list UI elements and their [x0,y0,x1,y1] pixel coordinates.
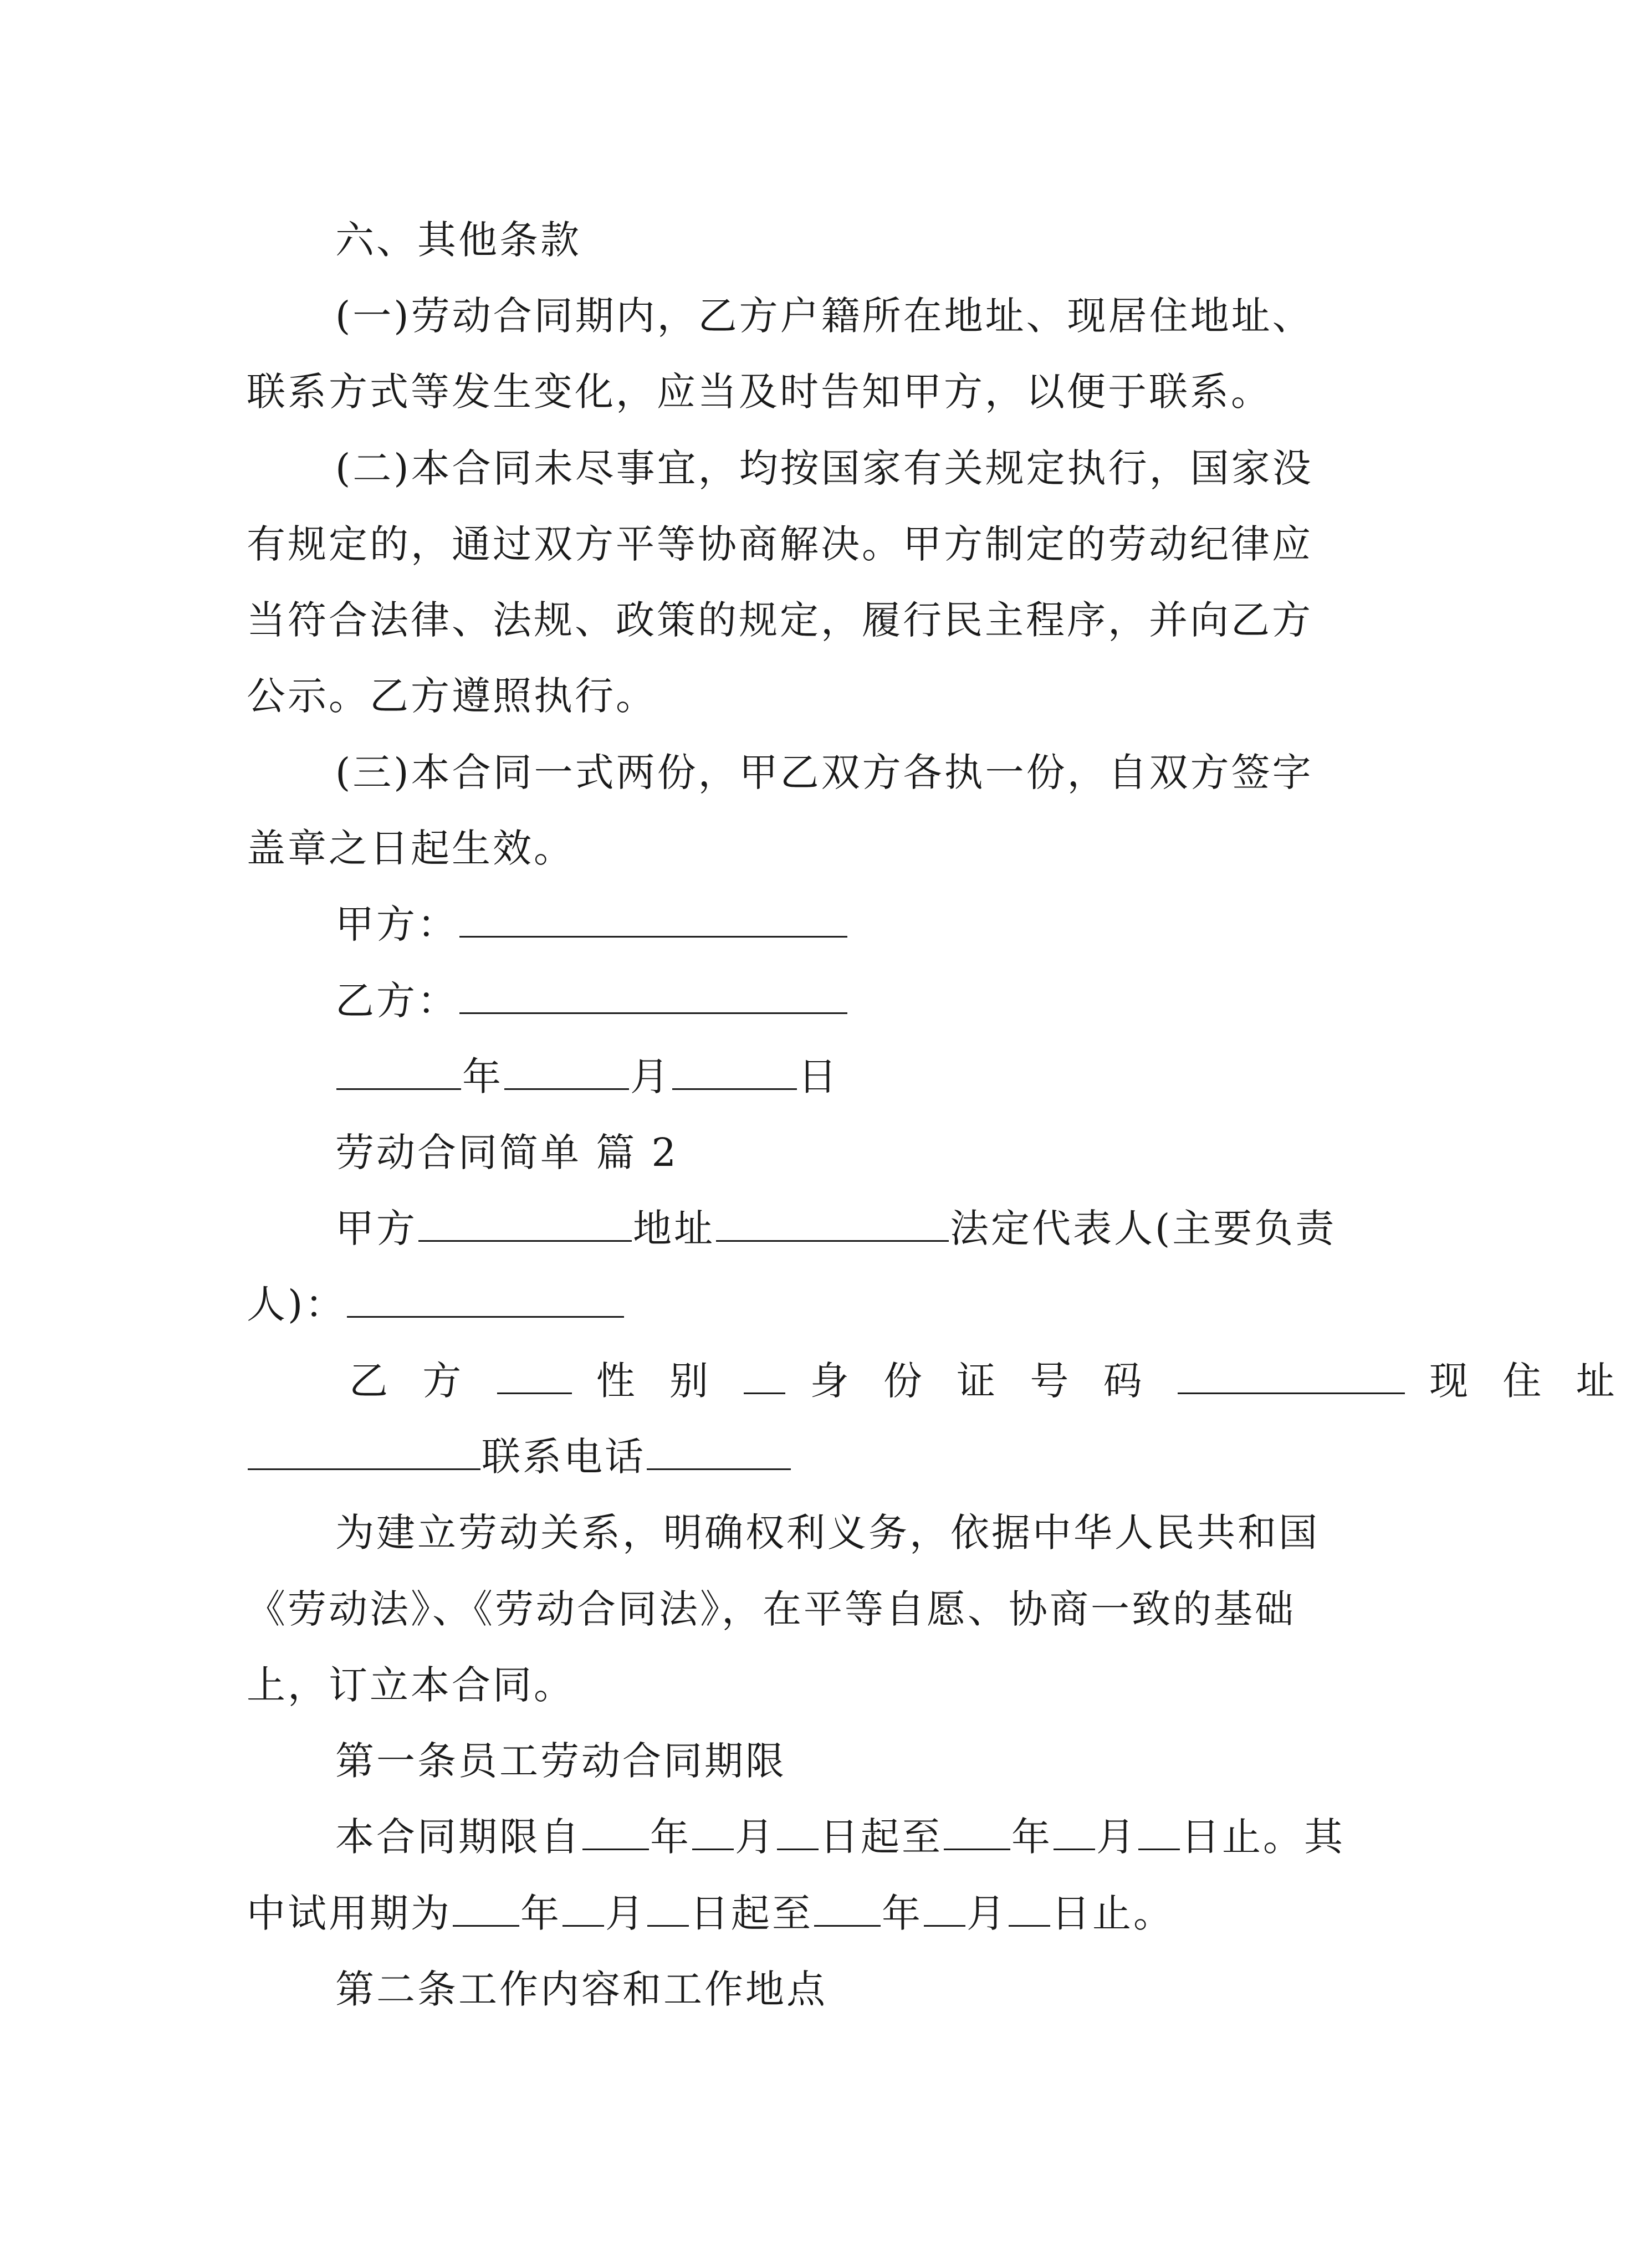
term-start-year-label: 年 [650,1814,691,1860]
article-2-title: 第二条工作内容和工作地点 [335,1967,827,2012]
current-address-label: 现 住 址 [1429,1358,1626,1404]
signature-date-line [335,1054,1482,1099]
contract-term-line [335,1815,1482,1859]
contract-2-title: 劳动合同简单 篇 2 [335,1130,679,1175]
party-b-name-blank [497,1359,572,1394]
preamble-line-2: 《劳动法》、《劳动合同法》，在平等自愿、协商一致的基础 [247,1586,1296,1632]
term-end-month-blank [1054,1815,1095,1850]
month-blank [504,1055,629,1090]
term-end-day-blank [1138,1815,1180,1850]
clause-2-line-1: (二)本合同未尽事宜，均按国家有关规定执行，国家没 [335,446,1313,491]
address-blank [716,1207,949,1242]
party-a-label: 甲方： [335,902,458,947]
gender-blank [744,1359,785,1394]
probation-end-year-blank [814,1892,881,1927]
preamble-line-1: 为建立劳动关系，明确权利义务，依据中华人民共和国 [335,1510,1320,1555]
party-a-blank [459,903,847,938]
probation-start-day-label: 日起至 [690,1891,813,1936]
clause-2-line-3: 当符合法律、法规、政策的规定，履行民主程序，并向乙方 [247,597,1313,643]
legal-rep-blank [347,1283,624,1318]
preamble-line-3: 上，订立本合同。 [247,1662,575,1708]
term-end-month-label: 月 [1096,1814,1137,1860]
legal-rep-line-2 [247,1282,1394,1327]
probation-end-year-label: 年 [882,1891,923,1936]
probation-start-day-blank [647,1892,689,1927]
day-blank [672,1055,797,1090]
current-address-blank [248,1435,480,1470]
phone-blank [647,1435,791,1470]
gender-label: 性 别 [596,1358,720,1404]
party-a-name-blank [418,1207,632,1242]
party-b-info-line [349,1358,1626,1404]
term-start-month-blank [692,1815,734,1850]
term-start-month-label: 月 [735,1814,776,1860]
term-end-day-label: 日止。其 [1181,1814,1345,1860]
probation-prefix: 中试用期为 [247,1891,452,1936]
term-end-year-label: 年 [1011,1814,1052,1860]
probation-start-year-blank [453,1892,519,1927]
clause-1-line-1: (一)劳动合同期内，乙方户籍所在地址、现居住地址、 [335,293,1313,339]
clause-3-line-1: (三)本合同一式两份，甲乙双方各执一份，自双方签字 [335,750,1313,795]
section-six-heading: 六、其他条款 [335,217,581,263]
clause-2-line-4: 公示。乙方遵照执行。 [247,673,657,719]
term-start-day-label: 日起至 [820,1814,943,1860]
party-b-label: 乙方： [335,978,458,1023]
party-a-signature-line [335,902,1482,946]
probation-end-month-blank [924,1892,965,1927]
term-start-day-blank [777,1815,819,1850]
term-prefix: 本合同期限自 [335,1814,581,1860]
day-label: 日 [798,1054,839,1099]
article-1-title: 第一条员工劳动合同期限 [335,1738,786,1784]
phone-line [247,1435,1394,1479]
probation-start-month-label: 月 [605,1891,646,1936]
clause-1-line-2: 联系方式等发生变化，应当及时告知甲方，以便于联系。 [247,369,1272,414]
party-a-field-label: 甲方 [335,1206,417,1251]
party-b-signature-line [335,979,1482,1023]
probation-end-month-label: 月 [967,1891,1008,1936]
address-label: 地址 [633,1206,715,1251]
phone-label: 联系电话 [482,1434,646,1479]
probation-end-day-blank [1009,1892,1050,1927]
party-b-field-label: 乙 方 [349,1358,473,1404]
probation-line [247,1891,1394,1936]
party-a-info-line [335,1206,1482,1251]
party-b-blank [459,979,847,1014]
person-label: 人)： [247,1282,346,1327]
id-number-blank [1178,1359,1405,1394]
clause-2-line-2: 有规定的，通过双方平等协商解决。甲方制定的劳动纪律应 [247,521,1313,567]
probation-end-day-label: 日止。 [1051,1891,1174,1936]
term-end-year-blank [944,1815,1010,1850]
year-blank [336,1055,461,1090]
year-label: 年 [462,1054,503,1099]
month-label: 月 [630,1054,671,1099]
id-number-label: 身 份 证 号 码 [810,1358,1153,1404]
probation-start-month-blank [563,1892,604,1927]
term-start-year-blank [582,1815,649,1850]
clause-3-line-2: 盖章之日起生效。 [247,826,575,871]
probation-start-year-label: 年 [520,1891,561,1936]
legal-rep-label: 法定代表人(主要负责 [950,1206,1337,1251]
